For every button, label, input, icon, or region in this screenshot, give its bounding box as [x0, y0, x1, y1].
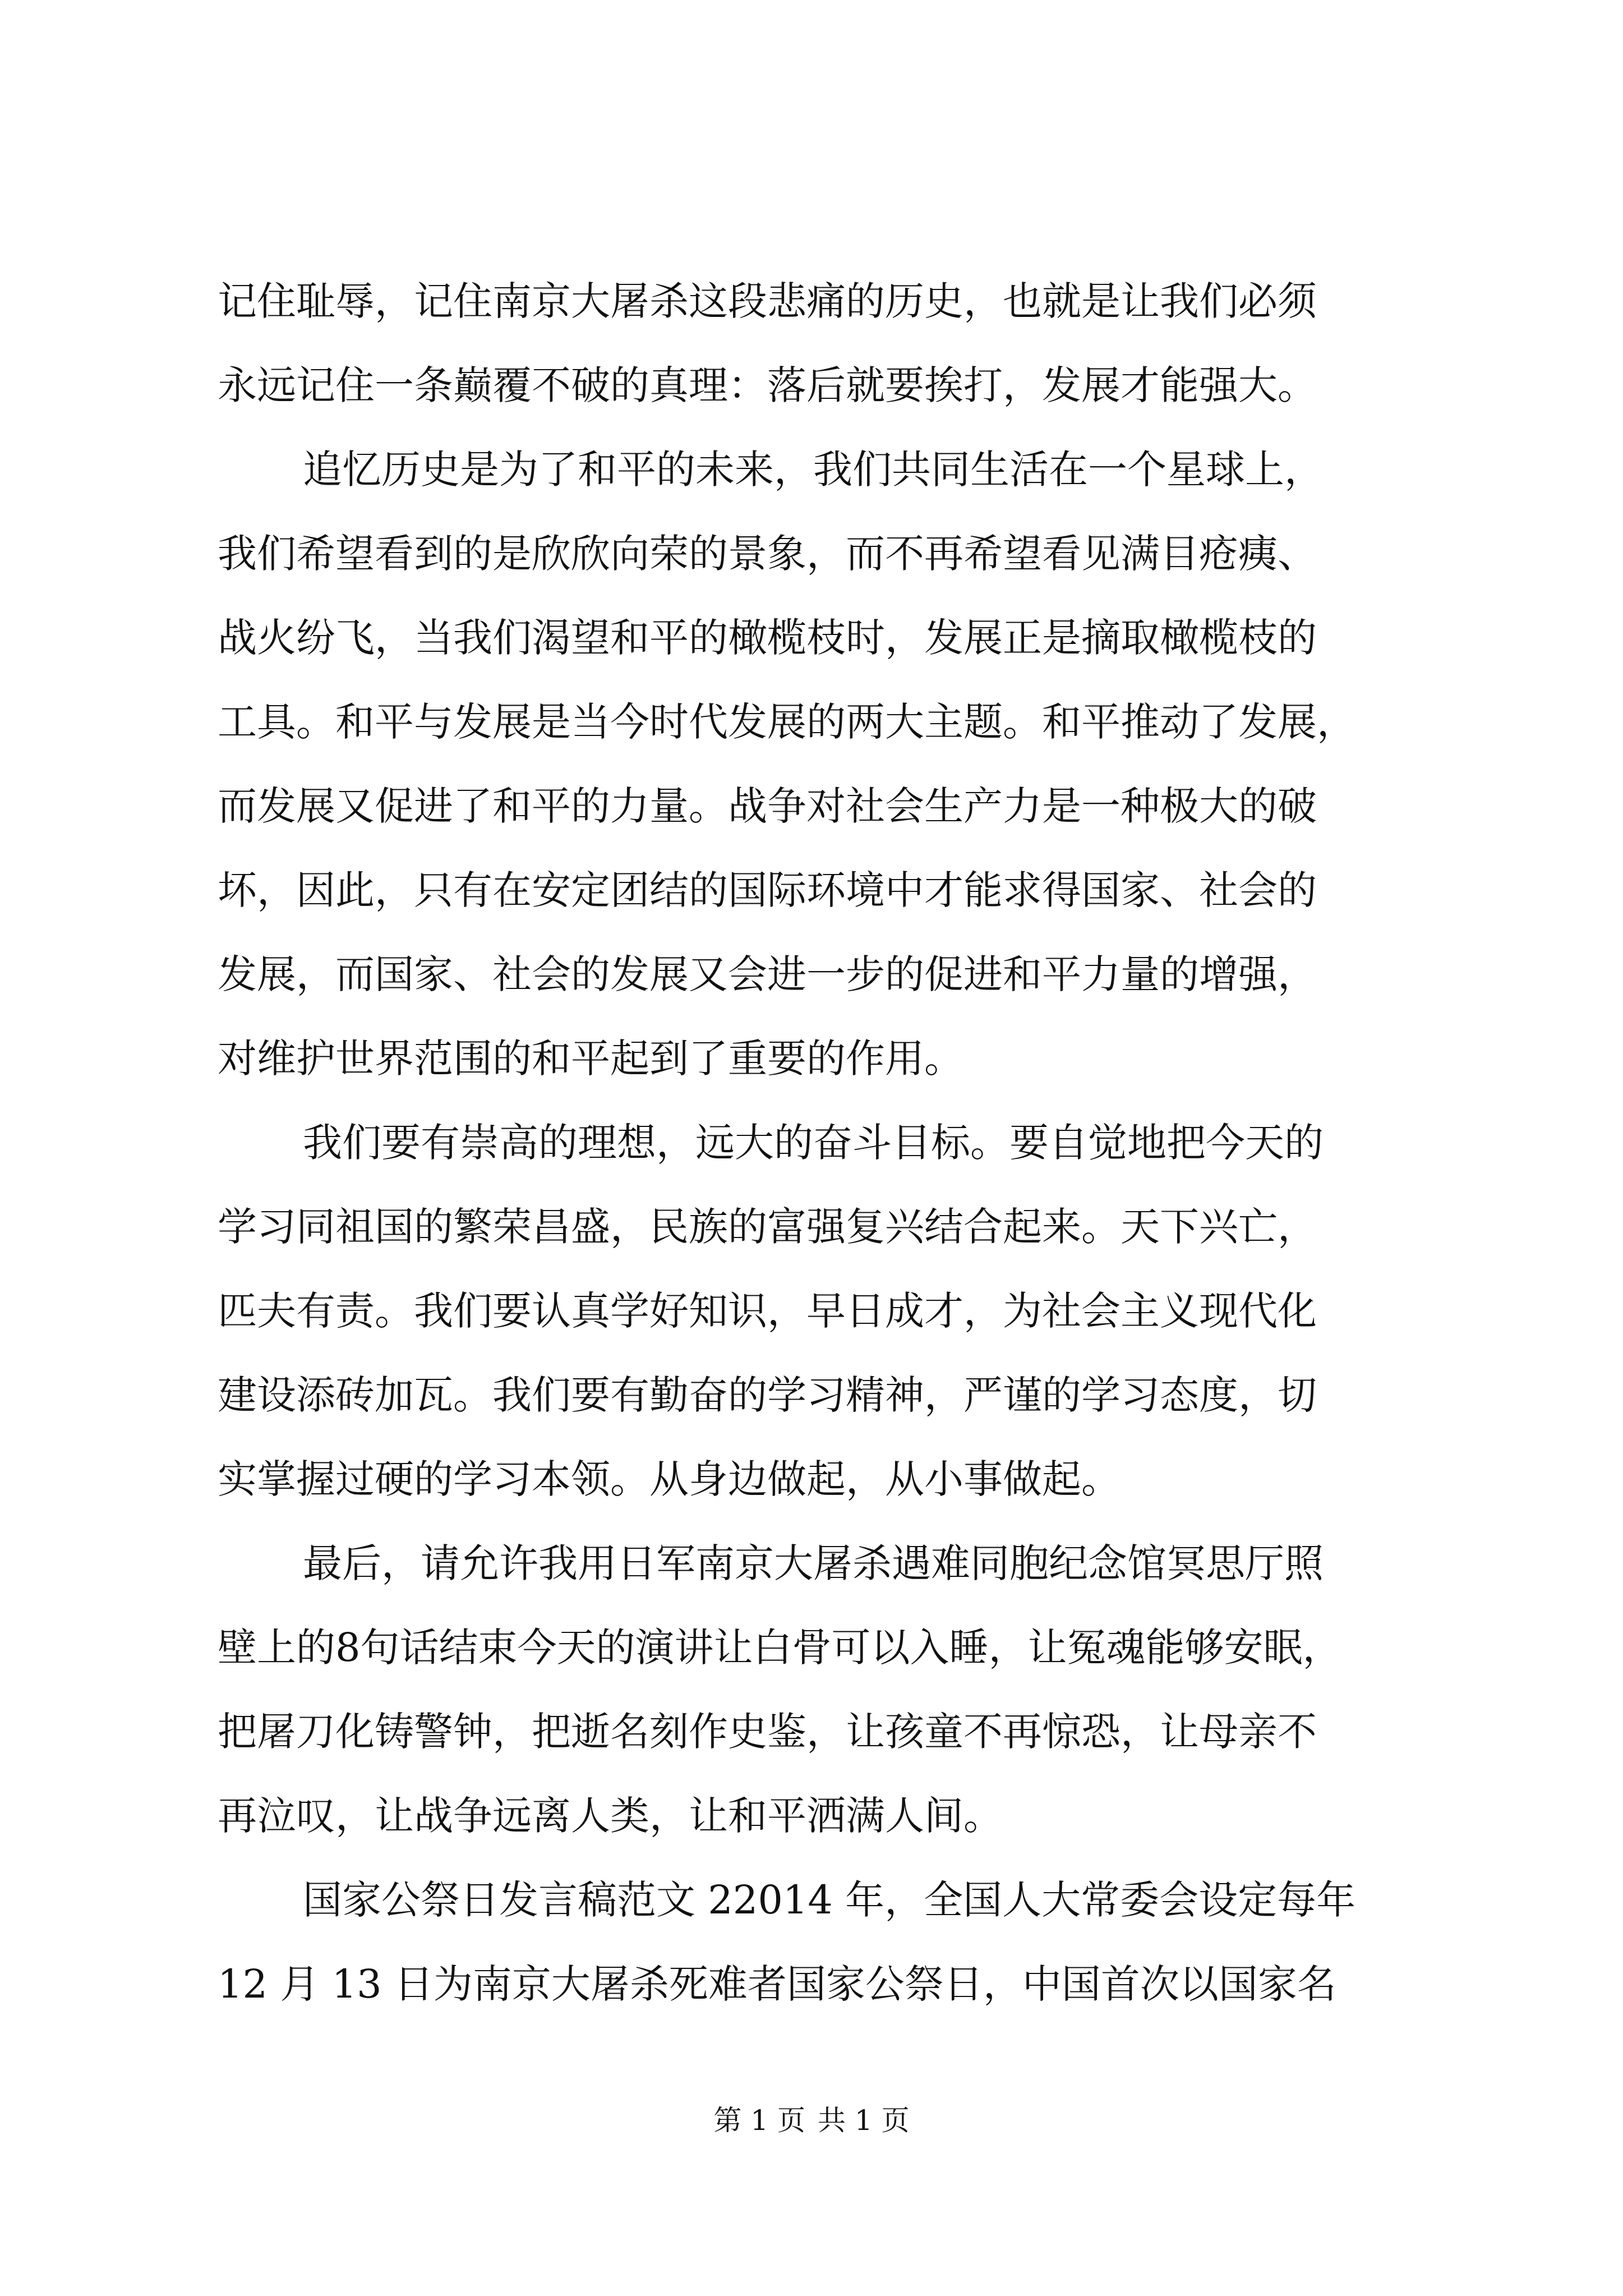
text-line: 12 月 13 日为南京大屠杀死难者国家公祭日，中国首次以国家名 [218, 1961, 1336, 2007]
page-number: 第 1 页 [713, 2104, 805, 2137]
text-line: 永远记住一条巅覆不破的真理：落后就要挨打，发展才能强大。 [218, 362, 1317, 408]
text-line: 壁上的8句话结束今天的演讲让白骨可以入睡，让冤魂能够安眠， [218, 1625, 1342, 1671]
text-line: 记住耻辱，记住南京大屠杀这段悲痛的历史，也就是让我们必须 [218, 278, 1317, 324]
page-total: 共 1 页 [818, 2104, 910, 2137]
text-line: 学习同祖国的繁荣昌盛，民族的富强复兴结合起来。天下兴亡， [218, 1204, 1317, 1250]
paragraph-first-line: 国家公祭日发言稿范文 22014 年，全国人大常委会设定每年 [303, 1877, 1356, 1923]
paragraph-first-line: 追忆历史是为了和平的未来，我们共同生活在一个星球上， [303, 447, 1324, 493]
text-line: 坏，因此，只有在安定团结的国际环境中才能求得国家、社会的 [218, 867, 1317, 913]
text-line: 对维护世界范围的和平起到了重要的作用。 [218, 1036, 963, 1082]
text-line: 工具。和平与发展是当今时代发展的两大主题。和平推动了发展， [218, 699, 1356, 745]
body-text [218, 259, 1405, 2026]
text-line: 发展，而国家、社会的发展又会进一步的促进和平力量的增强， [218, 951, 1317, 997]
text-line: 把屠刀化铸警钟，把逝名刻作史鉴，让孩童不再惊恐，让母亲不 [218, 1709, 1317, 1755]
text-line: 实掌握过硬的学习本领。从身边做起，从小事做起。 [218, 1456, 1121, 1502]
text-line: 我们希望看到的是欣欣向荣的景象，而不再希望看见满目疮痍、 [218, 531, 1317, 577]
page-footer [0, 2098, 1623, 2143]
text-line: 建设添砖加瓦。我们要有勤奋的学习精神，严谨的学习态度，切 [218, 1372, 1317, 1418]
text-line: 再泣叹，让战争远离人类，让和平洒满人间。 [218, 1793, 1003, 1839]
paragraph-first-line: 最后，请允许我用日军南京大屠杀遇难同胞纪念馆冥思厅照 [303, 1540, 1324, 1586]
text-line: 战火纷飞，当我们渴望和平的橄榄枝时，发展正是摘取橄榄枝的 [218, 615, 1317, 661]
text-line: 匹夫有责。我们要认真学好知识，早日成才，为社会主义现代化 [218, 1288, 1317, 1334]
paragraph-first-line: 我们要有崇高的理想，远大的奋斗目标。要自觉地把今天的 [303, 1120, 1324, 1166]
text-line: 而发展又促进了和平的力量。战争对社会生产力是一种极大的破 [218, 783, 1317, 829]
